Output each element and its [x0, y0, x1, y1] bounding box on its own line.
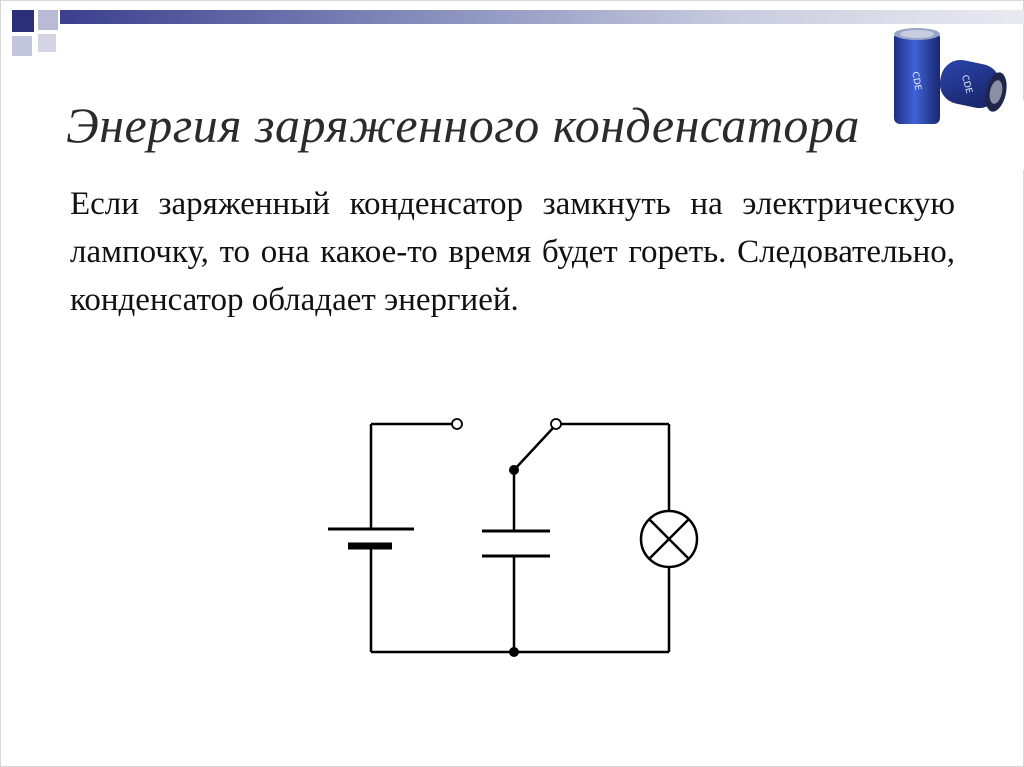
slide-title: Энергия заряженного конденсатора: [66, 97, 860, 153]
capacitor-label-1: CDE: [909, 70, 923, 92]
capacitor-photo-icon: [884, 22, 1010, 134]
slide-paragraph: Если заряженный конденсатор замкнуть на электрическую лампочку, то она какое-то время будет гореть. Следовательно, конденсатор обладает энергией.: [70, 186, 955, 318]
header-band: [60, 10, 1024, 24]
capacitor-label-2: CDE: [958, 73, 974, 95]
